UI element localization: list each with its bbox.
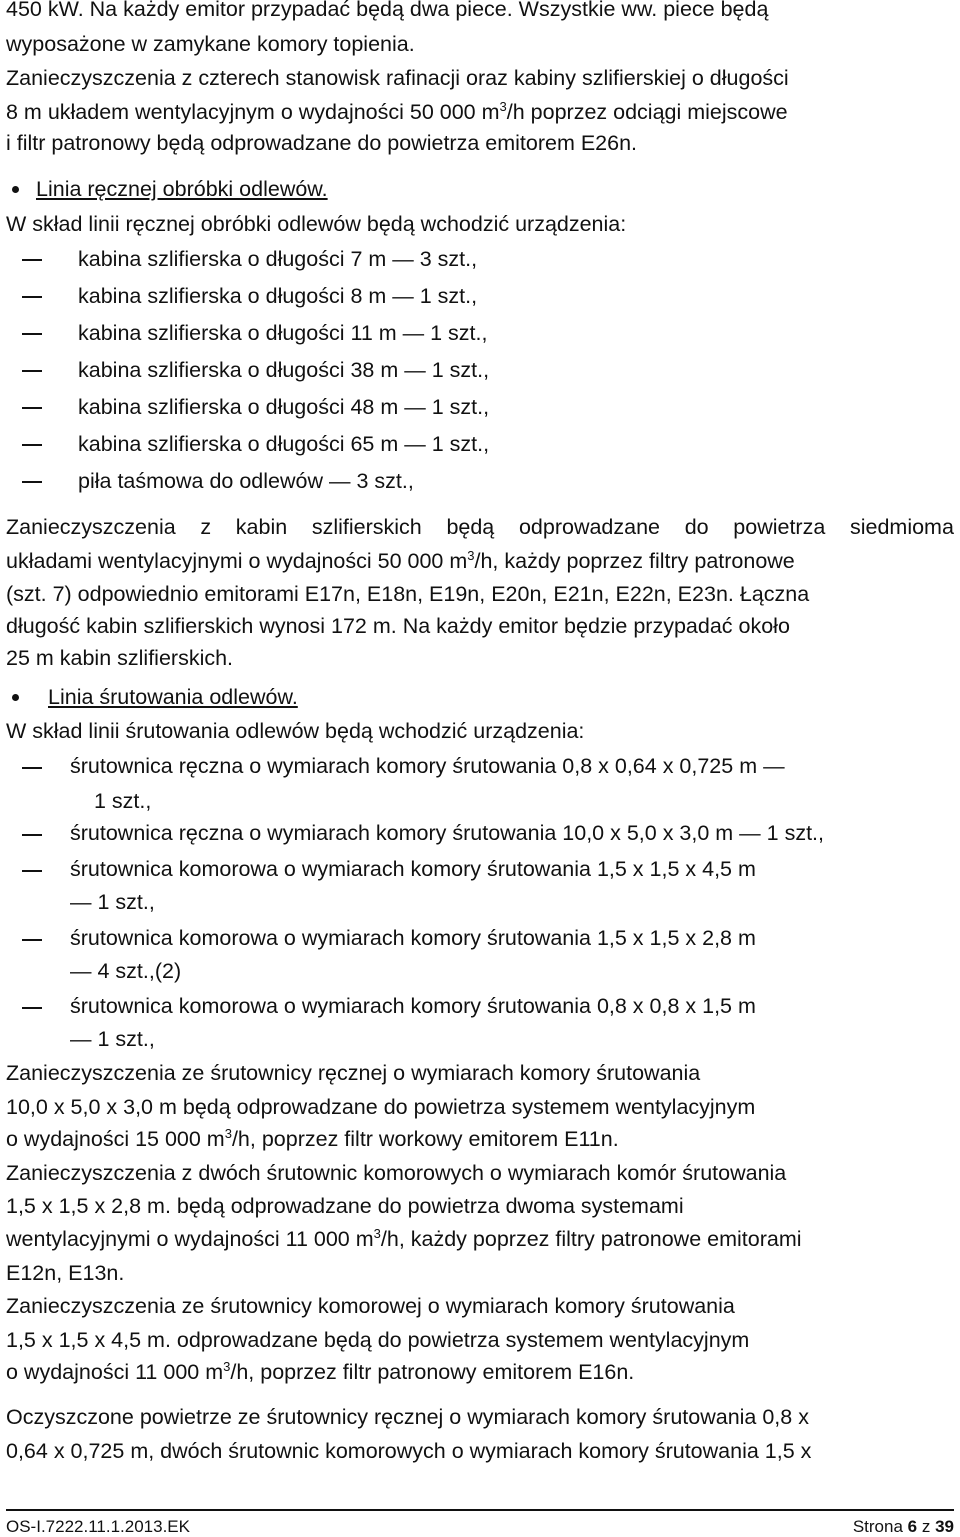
list-item: śrutownica komorowa o wymiarach komory śrutowania 1,5 x 1,5 x 2,8 m (70, 926, 756, 950)
bullet-icon (12, 186, 19, 193)
footer-doc-id: OS-I.7222.11.1.2013.EK (6, 1517, 190, 1536)
list-item: śrutownica komorowa o wymiarach komory śrutowania 1,5 x 1,5 x 4,5 m (70, 857, 756, 881)
list-item: kabina szlifierska o długości 38 m — 1 szt., (78, 358, 490, 382)
list-item: śrutownica komorowa o wymiarach komory śrutowania 0,8 x 0,8 x 1,5 m (70, 994, 756, 1018)
list-item: kabina szlifierska o długości 48 m — 1 szt., (78, 395, 490, 419)
text-line: Zanieczyszczenia ze śrutownicy komorowej o wymiarach komory śrutowania (6, 1294, 735, 1318)
text-line: wentylacyjnymi o wydajności 11 000 $m^3/h$, każdy poprzez filtry patronowe emitorami (6, 1225, 802, 1251)
dash-icon (22, 481, 42, 483)
text-line: 450 kW. Na każdy emitor przypadać będą dwa piece. Wszystkie ww. piece będą (6, 0, 769, 21)
text-line: Zanieczyszczenia z dwóch śrutownic komorowych o wymiarach komór śrutowania (6, 1161, 787, 1185)
text-line: 1,5 x 1,5 x 4,5 m. odprowadzane będą do powietrza systemem wentylacyjnym (6, 1328, 750, 1352)
text-line: o wydajności 15 000 $m^3/h$, poprzez filtr workowy emitorem E11n. (6, 1125, 619, 1151)
list-item: — 1 szt., (70, 890, 155, 914)
text-line: długość kabin szlifierskich wynosi 172 m. Na każdy emitor będzie przypadać około (6, 614, 790, 638)
section-heading: Linia śrutowania odlewów. (48, 685, 298, 709)
text-line: 10,0 x 5,0 x 3,0 m będą odprowadzane do powietrza systemem wentylacyjnym (6, 1095, 756, 1119)
section-heading: Linia ręcznej obróbki odlewów. (36, 177, 328, 201)
section-intro: W skład linii śrutowania odlewów będą wchodzić urządzenia: (6, 719, 585, 743)
dash-icon (22, 370, 42, 372)
list-item: kabina szlifierska o długości 65 m — 1 szt., (78, 432, 490, 456)
text-line: Oczyszczone powietrze ze śrutownicy ręcznej o wymiarach komory śrutowania 0,8 x (6, 1405, 809, 1429)
list-item: kabina szlifierska o długości 11 m — 1 szt., (78, 321, 488, 345)
text-line: 25 m kabin szlifierskich. (6, 646, 234, 670)
list-item: śrutownica ręczna o wymiarach komory śrutowania 0,8 x 0,64 x 0,725 m — (70, 754, 785, 778)
dash-icon (22, 444, 42, 446)
text-line: Zanieczyszczenia z kabin szlifierskich będą odprowadzane do powietrza siedmioma (6, 515, 954, 539)
dash-icon (22, 407, 42, 409)
dash-icon (22, 870, 42, 872)
dash-icon (22, 767, 42, 769)
section-intro: W skład linii ręcznej obróbki odlewów będą wchodzić urządzenia: (6, 212, 627, 236)
list-item: kabina szlifierska o długości 7 m — 3 szt., (78, 247, 478, 271)
text-line: układami wentylacyjnymi o wydajności 50 000 $m^3/h$, każdy poprzez filtry patronowe (6, 547, 795, 573)
bullet-icon (12, 694, 19, 701)
text-line: E12n, E13n. (6, 1261, 125, 1285)
text-line: i filtr patronowy będą odprowadzane do powietrza emitorem E26n. (6, 131, 638, 155)
dash-icon (22, 939, 42, 941)
text-line: Zanieczyszczenia z czterech stanowisk rafinacji oraz kabiny szlifierskiej o długości (6, 66, 789, 90)
list-item: śrutownica ręczna o wymiarach komory śrutowania 10,0 x 5,0 x 3,0 m — 1 szt., (70, 821, 824, 845)
footer-page-number: Strona 6 z 39 (852, 1517, 954, 1536)
footer-divider (6, 1509, 954, 1511)
dash-icon (22, 259, 42, 261)
dash-icon (22, 834, 42, 836)
list-item: piła taśmowa do odlewów — 3 szt., (78, 469, 414, 493)
text-line: 1,5 x 1,5 x 2,8 m. będą odprowadzane do powietrza dwoma systemami (6, 1194, 684, 1218)
text-line: wyposażone w zamykane komory topienia. (6, 32, 415, 56)
dash-icon (22, 1007, 42, 1009)
text-line: (szt. 7) odpowiednio emitorami E17n, E18n, E19n, E20n, E21n, E22n, E23n. Łączna (6, 582, 810, 606)
list-item: — 1 szt., (70, 1027, 155, 1051)
text-line: 0,64 x 0,725 m, dwóch śrutownic komorowych o wymiarach komory śrutowania 1,5 x (6, 1439, 812, 1463)
list-item: — 4 szt.,(2) (70, 959, 182, 983)
dash-icon (22, 296, 42, 298)
text-line: Zanieczyszczenia ze śrutownicy ręcznej o wymiarach komory śrutowania (6, 1061, 701, 1085)
list-item: kabina szlifierska o długości 8 m — 1 szt., (78, 284, 478, 308)
text-line: o wydajności 11 000 $m^3/h$, poprzez filtr patronowy emitorem E16n. (6, 1358, 635, 1384)
dash-icon (22, 333, 42, 335)
text-line: 8 m układem wentylacyjnym o wydajności 50 000 $m^3/h$ poprzez odciągi miejscowe (6, 98, 788, 124)
list-item: 1 szt., (94, 789, 152, 813)
